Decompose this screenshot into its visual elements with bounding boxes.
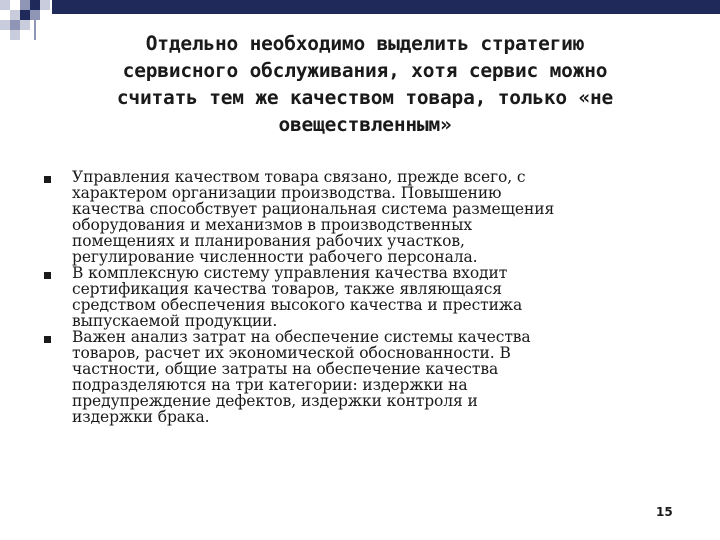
bullet-line: товаров, расчет их экономической обоснованности. В <box>72 344 511 362</box>
bullet-line: Важен анализ затрат на обеспечение системы качества <box>72 328 531 346</box>
bullet-line: регулирование численности рабочего персонала. <box>72 248 478 266</box>
bullet-line: средством обеспечения высокого качества и престижа <box>72 296 523 314</box>
title-line: сервисного обслуживания, хотя сервис можно <box>122 59 608 82</box>
bullet-line: Управления качеством товара связано, прежде всего, с <box>72 168 526 186</box>
bullet-line: подразделяются на три категории: издержки на <box>72 376 468 394</box>
title-line: овеществленным» <box>278 113 452 136</box>
bullet-text <box>72 329 684 425</box>
bullet-item <box>44 169 684 265</box>
bullet-line: характером организации производства. Повышению <box>72 184 502 202</box>
bullet-text <box>72 169 684 265</box>
square-bullet-icon <box>44 176 51 183</box>
bullet-line: помещениях и планирования рабочих участков, <box>72 232 465 250</box>
bullet-line: издержки брака. <box>72 408 210 426</box>
bullet-line: предупреждение дефектов, издержки контроля и <box>72 392 478 410</box>
bullet-line: выпускаемой продукции. <box>72 312 278 330</box>
title-line: считать тем же качеством товара, только «не <box>116 86 614 109</box>
bullet-line: качества способствует рациональная система размещения <box>72 200 555 218</box>
page-number: 15 <box>656 505 673 519</box>
bullet-text <box>72 265 684 329</box>
square-bullet-icon <box>44 272 51 279</box>
bullet-item <box>44 265 684 329</box>
square-bullet-icon <box>44 336 51 343</box>
bullet-line: оборудования и механизмов в производственных <box>72 216 472 234</box>
slide-title <box>40 30 690 138</box>
bullet-list <box>44 169 684 425</box>
bullet-line: частности, общие затраты на обеспечение качества <box>72 360 499 378</box>
bullet-line: сертификация качества товаров, также являющаяся <box>72 280 502 298</box>
bullet-line: В комплексную систему управления качества входит <box>72 264 508 282</box>
bullet-item <box>44 329 684 425</box>
title-line: Отдельно необходимо выделить стратегию <box>145 32 585 55</box>
